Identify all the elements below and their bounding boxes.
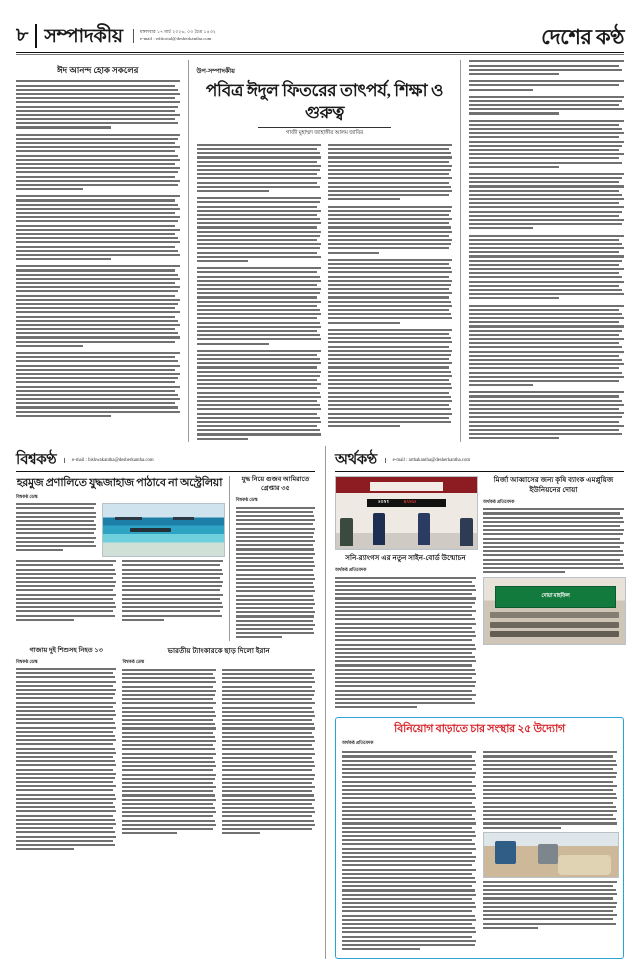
investment-promo-body-right-top — [483, 751, 617, 828]
economy-story-sony-body — [335, 577, 476, 709]
page-number: ৮ — [16, 25, 29, 46]
lead-body-left — [197, 144, 321, 442]
world-story-hormuz-headline: হরমুজ প্রণালিতে যুদ্ধজাহাজ পাঠাবে না অস্ট্রেলিয়া — [16, 477, 223, 490]
editorial-headline: ঈদ আনন্দ হোক সকলের — [57, 65, 139, 76]
world-story-tanker-headline: ভারতীয় ট্যাংকারকে ছাড় দিলো ইরান — [167, 646, 270, 655]
store-banner — [370, 482, 443, 491]
economy-story-dua-body — [483, 508, 624, 573]
investment-promo-right — [483, 751, 617, 952]
world-story-hormuz-body-cont-a — [16, 560, 116, 623]
masthead-rule — [16, 52, 624, 53]
economy-section-bar — [335, 453, 624, 468]
world-story-uae-body — [236, 507, 315, 639]
section-title: সম্পাদকীয় — [44, 25, 123, 47]
masthead-divider — [35, 24, 37, 48]
world-story-gaza-body — [16, 668, 116, 850]
investment-promo-credit: অর্থকণ্ঠ প্রতিবেদক — [342, 740, 374, 746]
world-story-hormuz-body-cont-b — [122, 560, 222, 623]
world-story-uae — [229, 476, 315, 640]
economy-story-dua — [483, 476, 624, 710]
world-section-email: e-mail : bishwakantha@desherkantha.com — [64, 458, 154, 463]
lead-article-continuation — [460, 60, 624, 441]
world-story-hormuz-body — [16, 503, 96, 557]
lead-article — [188, 60, 453, 441]
world-story-tanker — [122, 647, 315, 853]
world-story-hormuz — [16, 476, 223, 640]
sony-brand-text: SONY — [378, 500, 390, 504]
date-line: মঙ্গলবার ১৭ মার্চ ২০২৬, ০৩ চৈত্র ১৪৩২ — [139, 29, 216, 35]
world-story-hormuz-credit: বিশ্বকণ্ঠ ডেস্ক — [16, 493, 38, 499]
world-story-tanker-credit: বিশ্বকণ্ঠ ডেস্ক — [122, 659, 145, 665]
economy-top-row — [335, 476, 624, 710]
world-top-row — [16, 476, 315, 640]
dua-mahfil-banner-text: দোয়া মাহফিল — [541, 592, 570, 599]
economy-story-sony-headline: সনি-র‌্যাংগস এর নতুন সাইন-বোর্ড উন্মোচন — [345, 554, 466, 563]
worker-figure — [538, 844, 558, 864]
economy-section-rule — [335, 471, 624, 472]
ship-icon — [115, 517, 142, 521]
economy-story-dua-headline: মির্জা আব্বাসের জন্য কৃষি ব্যাংক এমপ্লুয়িজ ইউনিয়নের দোয়া — [493, 476, 614, 495]
world-story-gaza-headline: গাজায় দুই শিশুসহ নিহত ১৩ — [29, 646, 103, 654]
investment-promo-body-right-bottom — [483, 881, 617, 929]
world-story-uae-headline: যুদ্ধ নিয়ে গুজব আমিরাতে গ্রেপ্তার ৩৫ — [241, 476, 310, 493]
top-article-grid — [16, 60, 624, 441]
person-figure — [460, 518, 473, 547]
lead-body-right — [328, 144, 452, 442]
person-figure — [373, 513, 386, 545]
world-bottom-row — [16, 647, 315, 853]
lead-body-far-right — [469, 60, 624, 439]
boat-icon — [130, 528, 171, 532]
lead-byline: গাজী মুহাম্মদ জাহাঙ্গীর আলম জাবির — [258, 127, 391, 138]
world-section-rule — [16, 471, 315, 472]
world-story-tanker-body-b — [222, 669, 315, 837]
economy-section — [325, 446, 624, 959]
world-story-uae-credit: বিশ্বকণ্ঠ ডেস্ক — [235, 497, 258, 503]
person-figure — [340, 518, 353, 547]
lead-headline: পবিত্র ঈদুল ফিতরের তাৎপর্য, শিক্ষা ও গুরুত্ব — [205, 81, 444, 122]
sony-rangs-store-photo — [335, 476, 478, 550]
world-section-bar — [16, 453, 315, 468]
worker-figure — [495, 841, 516, 864]
investment-promo-box — [335, 717, 624, 960]
editorial-email: e-mail : editorial@desherkantha.com — [139, 36, 212, 41]
section-bars-row — [16, 446, 624, 959]
world-story-tanker-body-a — [122, 669, 215, 837]
lead-kicker: উপ-সম্পাদকীয় — [196, 68, 235, 76]
masthead-meta — [133, 29, 216, 42]
person-figure — [418, 513, 431, 545]
world-story-gaza — [16, 647, 116, 853]
economy-story-sony-credit: অর্থকণ্ঠ প্রতিবেদক — [335, 567, 367, 573]
investment-promo-headline: বিনিয়োগ বাড়াতে চার সংস্থার ২৫ উদ্যোগ — [394, 722, 565, 735]
editorial-body — [16, 80, 180, 416]
lead-body-columns — [197, 144, 453, 442]
workers-factory-photo — [483, 832, 619, 878]
world-story-gaza-credit: বিশ্বকণ্ঠ ডেস্ক — [16, 658, 38, 664]
newspaper-brand: দেশের কণ্ঠ — [541, 25, 624, 49]
masthead — [16, 14, 624, 48]
world-section — [16, 446, 315, 959]
economy-section-email: e-mail : arthakantha@desherkantha.com — [385, 458, 471, 463]
ship-icon — [173, 517, 193, 520]
rangs-brand-text: RANGS — [403, 500, 417, 504]
investment-promo-body — [342, 751, 617, 952]
economy-story-sony — [335, 476, 476, 710]
economy-section-title: অর্থকণ্ঠ — [335, 451, 377, 468]
audience-row — [490, 622, 620, 628]
editorial-column — [16, 60, 180, 441]
masthead-rule-thin — [16, 54, 624, 55]
economy-story-dua-credit: অর্থকণ্ঠ প্রতিবেদক — [483, 498, 515, 504]
material-heap — [558, 855, 612, 875]
masthead-left — [16, 24, 216, 48]
audience-row — [490, 612, 620, 618]
investment-promo-body-left — [342, 751, 476, 952]
dua-mahfil-banner — [495, 586, 615, 608]
world-section-title: বিশ্বকণ্ঠ — [16, 451, 57, 468]
audience-row — [490, 631, 620, 637]
dua-mahfil-photo — [483, 577, 626, 645]
sea-ships-photo — [102, 503, 225, 557]
